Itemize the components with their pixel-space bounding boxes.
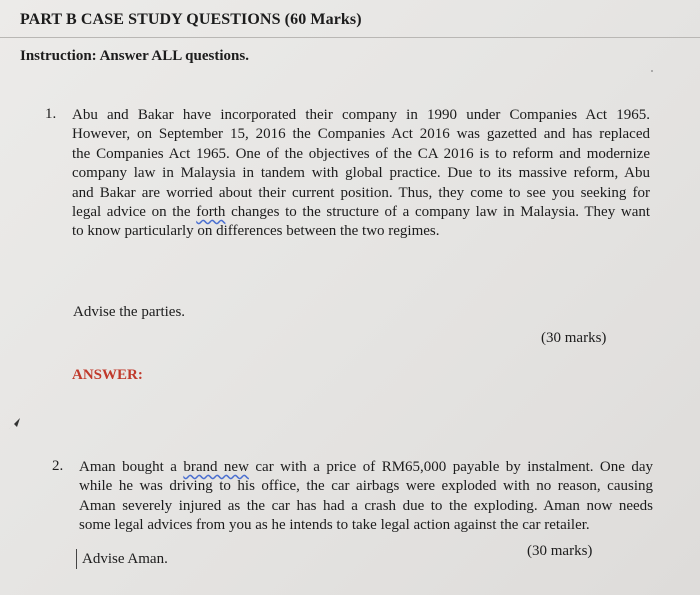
answer-label: ANSWER: xyxy=(72,367,143,383)
q2-line: some legal advices from you as he intends to take legal action against the car retailer. xyxy=(79,517,590,534)
question-1-text xyxy=(72,106,650,242)
q2-line: Aman severely injured as the car has had a crash due to the exploding. Aman now needs xyxy=(79,497,653,514)
q1-line-part: changes to the structure of a company law in Malaysia. They want xyxy=(231,204,651,221)
instruction-text: Instruction: Answer ALL questions. xyxy=(20,48,249,64)
question-1-marks: (30 marks) xyxy=(541,330,607,346)
q1-line-part: legal advice on the xyxy=(72,204,191,221)
divider xyxy=(0,37,700,38)
page-title: PART B CASE STUDY QUESTIONS (60 Marks) xyxy=(20,11,362,28)
question-2-advise: Advise Aman. xyxy=(82,551,168,567)
question-1-advise: Advise the parties. xyxy=(73,304,186,320)
speck xyxy=(651,70,653,72)
q1-line: Abu and Bakar have incorporated their company in 1990 under Companies Act 1965. xyxy=(72,107,650,123)
q2-line: while he was driving to his office, the car airbags were exploded with no reason, causing xyxy=(79,478,653,495)
q1-line: to know particularly on differences between the two regimes. xyxy=(72,223,440,240)
question-2-marks: (30 marks) xyxy=(527,543,593,559)
q1-line: the Companies Act 1965. One of the objectives of the CA 2016 is to reform and modernize xyxy=(72,145,650,162)
q1-line: However, on September 15, 2016 the Companies Act 2016 was gazetted and has replaced xyxy=(72,126,650,143)
q2-line-mixed xyxy=(79,458,653,477)
q2-line-part: Aman bought a xyxy=(79,459,177,475)
question-2-text xyxy=(79,458,653,536)
q2-line-part: car with a price of RM65,000 payable by instalment. One day xyxy=(255,459,654,475)
q1-line-mixed xyxy=(72,203,650,222)
q1-line: company law in Malaysia in tandem with global practice. Due to its massive reform, Abu xyxy=(72,165,650,182)
text-cursor-bar xyxy=(76,549,77,569)
question-2-number: 2. xyxy=(52,458,64,474)
cursor-arrow-icon xyxy=(8,416,22,430)
q1-underlined-word: forth xyxy=(196,204,226,221)
q1-line: and Bakar are worried about their current position. Thus, they come to see you seeking for xyxy=(72,184,650,201)
q2-underlined-phrase: brand new xyxy=(183,459,249,475)
question-1-number: 1. xyxy=(45,106,57,122)
